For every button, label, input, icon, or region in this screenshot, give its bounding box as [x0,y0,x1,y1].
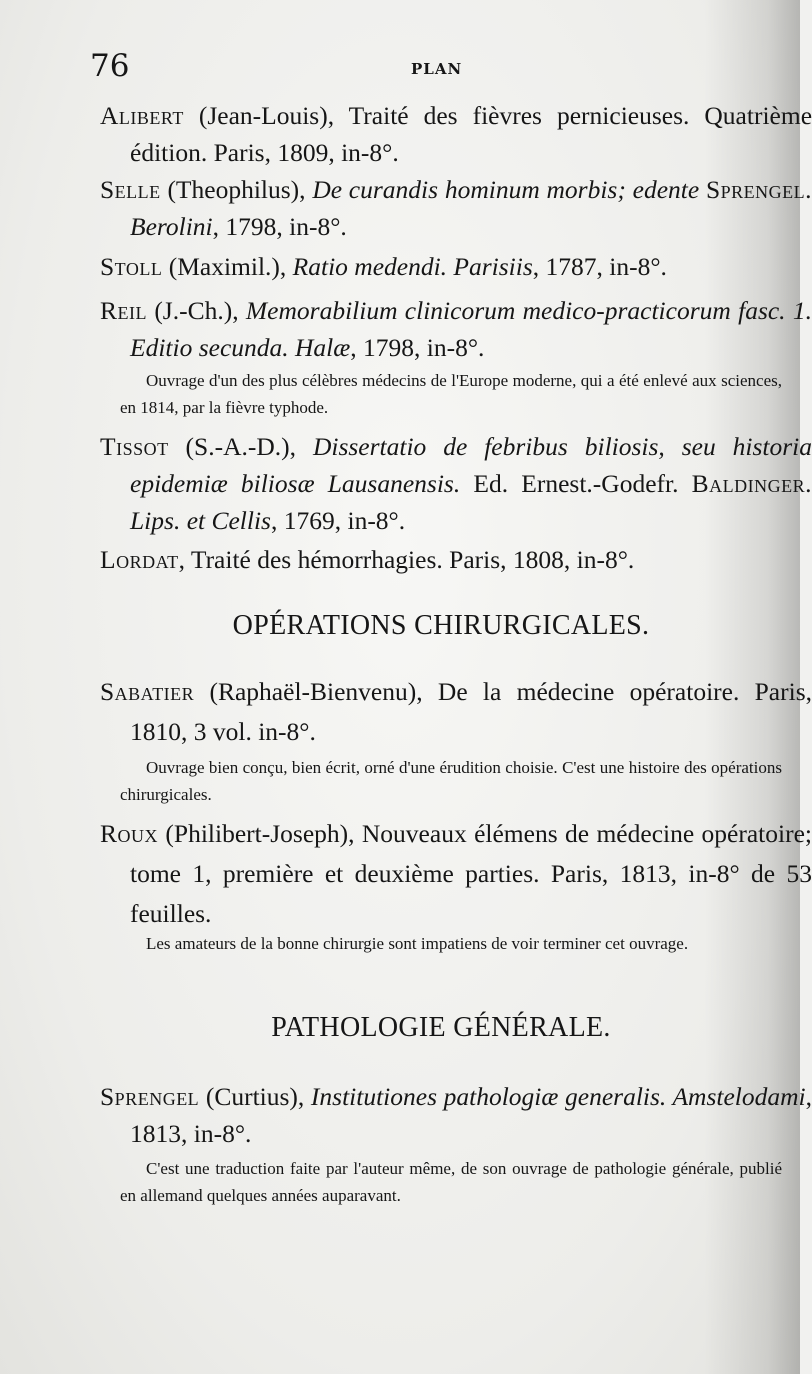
entry-text: (Raphaël-Bienvenu), De la médecine opératoire. Paris, 1810, 3 vol. in-8°. [130,677,812,746]
entry-imprint: , 1798, in-8°. [212,212,347,241]
entry-text: (Jean-Louis), Traité des fièvres pernicieuses. Quatrième édition. Paris, 1809, in-8°. [130,101,812,167]
annotation-reil: Ouvrage d'un des plus célèbres médecins de l'Europe moderne, qui a été enlevé aux sciences, en 1814, par la fièvre typhode. [120,371,782,417]
entry-text: , Traité des hémorrhagies. Paris, 1808, in-8°. [178,545,635,574]
bib-entry-lordat [100,541,812,578]
entry-author-name: (Curtius), [205,1082,305,1111]
entry-imprint: , 1813, in-8°. [130,1082,812,1148]
bib-entry-sprengel [100,1078,812,1152]
entry-edente: edente [632,175,700,204]
entry-author: Selle [100,175,161,204]
entry-edition: Ed. Ernest.-Godefr. [473,469,679,498]
section-heading-pathologie: PATHOLOGIE GÉNÉRALE. [271,1012,611,1043]
entry-title: Institutiones pathologiæ generalis. Amstelodami [310,1082,806,1111]
entry-author-name: (Maximil.), [168,252,287,281]
entry-author-name: (S.-A.-D.), [185,432,297,461]
entry-author-name: (Theophilus), [167,175,306,204]
entry-imprint: , 1787, in-8°. [532,252,667,281]
annotation-sprengel: C'est une traduction faite par l'auteur même, de son ouvrage de pathologie générale, publié en allemand quelques années auparavant. [120,1159,782,1205]
entry-imprint: , 1798, in-8°. [350,333,485,362]
bib-entry-stoll [100,248,812,285]
entry-author: Alibert [100,101,184,130]
entry-author: Roux [100,819,159,848]
bib-entry-roux [100,814,812,934]
entry-title: Memorabilium clinicorum medico-practicorum fasc. 1. Editio secunda. Halæ [130,296,812,362]
annotation-sabatier: Ouvrage bien conçu, bien écrit, orné d'une érudition choisie. C'est une histoire des opérations chirurgicales. [120,758,782,804]
bib-entry-sabatier [100,672,812,752]
entry-title: Ratio medendi. Parisiis [292,252,533,281]
annotation-roux: Les amateurs de la bonne chirurgie sont impatiens de voir terminer cet ouvrage. [146,934,689,953]
entry-text: (Philibert-Joseph), Nouveaux élémens de médecine opératoire; tome 1, première et deuxième parties. Paris, 1813, in-8° de 53 feuilles. [130,819,812,928]
entry-place: Lips. et Cellis [130,506,271,535]
entry-editor: Sprengel. [705,175,812,204]
entry-editor: Baldinger. [691,469,812,498]
entry-title: Dissertatio de febribus biliosis, seu historia epidemiæ biliosæ Lausanensis. [130,432,812,498]
entry-title: De curandis hominum morbis; [312,175,626,204]
entry-author: Sabatier [100,677,195,706]
bib-entry-alibert [100,97,812,171]
bib-entry-tissot [100,428,812,539]
section-heading-operations: OPÉRATIONS CHIRURGICALES. [232,610,650,641]
entry-author: Stoll [100,252,163,281]
bib-entry-selle [100,171,812,245]
entry-author-name: (J.-Ch.), [154,296,239,325]
entry-imprint: , 1769, in-8°. [270,506,406,535]
entry-author: Sprengel [100,1082,200,1111]
page-number: 76 [90,48,130,84]
entry-author: Lordat [100,545,179,574]
running-head: PLAN [411,60,463,78]
entry-author: Tissot [100,432,169,461]
entry-author: Reil [100,296,147,325]
entry-place: Berolini [130,212,213,241]
bib-entry-reil [100,292,812,366]
